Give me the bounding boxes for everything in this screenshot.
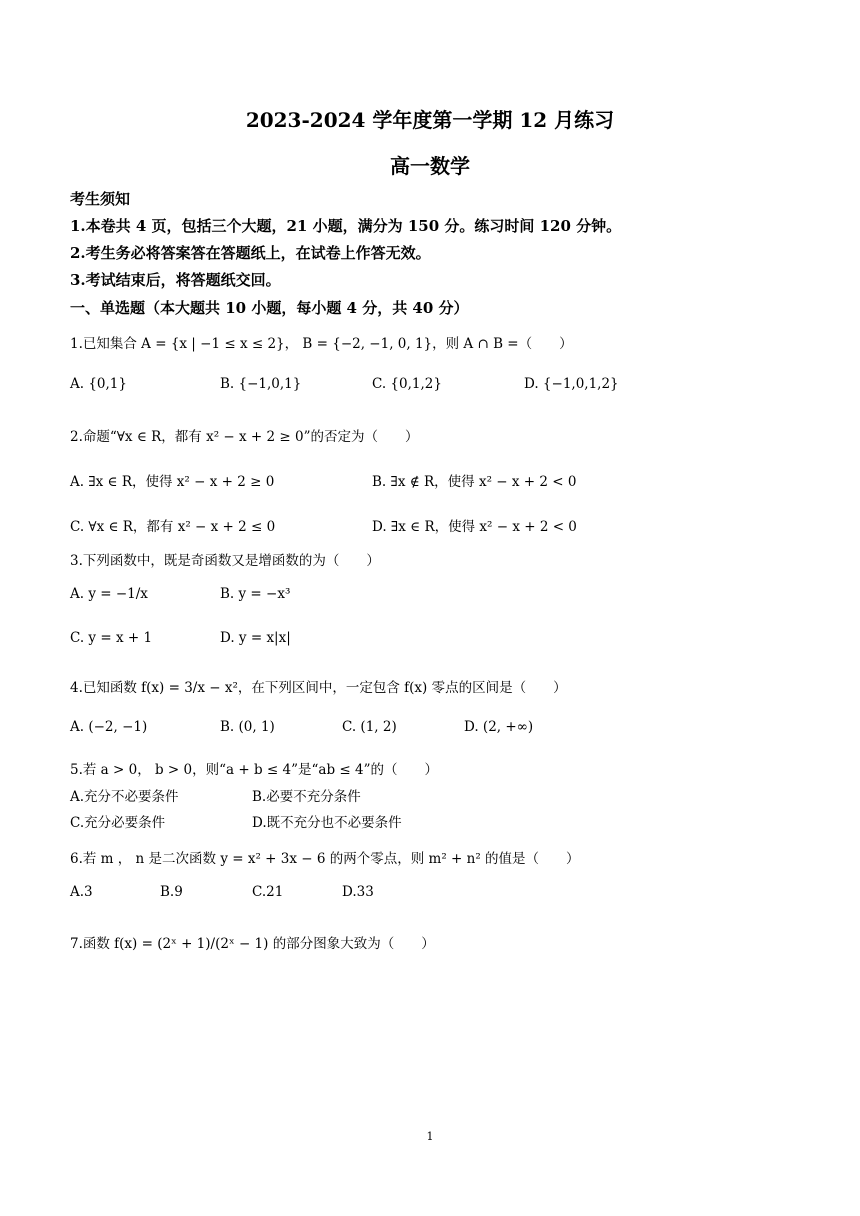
question-1-stem: 1.已知集合 A = {x | −1 ≤ x ≤ 2}， B = {−2, −1, 0, 1}，则 A ∩ B =（ ） bbox=[70, 336, 573, 352]
question-2-option-b: B. ∃x ∉ R，使得 x² − x + 2 < 0 bbox=[372, 474, 577, 490]
question-6-stem: 6.若 m ， n 是二次函数 y = x² + 3x − 6 的两个零点，则 m² + n² 的值是（ ） bbox=[70, 851, 580, 867]
notice-item-1: 1.本卷共 4 页，包括三个大题，21 小题，满分为 150 分。练习时间 120 分钟。 bbox=[70, 217, 622, 235]
question-1-option-a: A. {0,1} bbox=[70, 376, 127, 392]
notice-item-3: 3.考试结束后，将答题纸交回。 bbox=[70, 271, 281, 289]
notice-item-2: 2.考生务必将答案答在答题纸上，在试卷上作答无效。 bbox=[70, 244, 431, 262]
question-4-option-d: D. (2, +∞) bbox=[464, 719, 534, 735]
question-6-option-c: C.21 bbox=[252, 884, 284, 900]
question-3-option-b: B. y = −x³ bbox=[220, 586, 291, 602]
question-6-option-a: A.3 bbox=[70, 884, 93, 900]
question-2-option-c: C. ∀x ∈ R，都有 x² − x + 2 ≤ 0 bbox=[70, 519, 276, 535]
notice-heading: 考生须知 bbox=[70, 190, 131, 208]
exam-title: 2023-2024 学年度第一学期 12 月练习 bbox=[245, 108, 615, 132]
question-5-option-b: B.必要不充分条件 bbox=[252, 789, 361, 805]
question-1-option-c: C. {0,1,2} bbox=[372, 376, 442, 392]
question-3-option-a: A. y = −1/x bbox=[70, 586, 148, 602]
question-3-stem: 3.下列函数中，既是奇函数又是增函数的为（ ） bbox=[70, 553, 380, 569]
question-3-option-d: D. y = x|x| bbox=[220, 630, 291, 646]
question-6-option-b: B.9 bbox=[160, 884, 183, 900]
question-4-option-a: A. (−2, −1) bbox=[70, 719, 148, 735]
section-heading: 一、单选题（本大题共 10 小题，每小题 4 分，共 40 分） bbox=[70, 299, 469, 317]
question-2-option-d: D. ∃x ∈ R，使得 x² − x + 2 < 0 bbox=[372, 519, 577, 535]
question-5-option-c: C.充分必要条件 bbox=[70, 815, 166, 831]
question-3-option-c: C. y = x + 1 bbox=[70, 630, 153, 646]
question-6-option-d: D.33 bbox=[342, 884, 374, 900]
question-5-stem: 5.若 a > 0， b > 0，则“a + b ≤ 4”是“ab ≤ 4”的（ ） bbox=[70, 762, 438, 778]
question-4-option-b: B. (0, 1) bbox=[220, 719, 275, 735]
question-4-option-c: C. (1, 2) bbox=[342, 719, 397, 735]
question-7-stem: 7.函数 f(x) = (2ˣ + 1)/(2ˣ − 1) 的部分图象大致为（ ） bbox=[70, 936, 435, 952]
question-5-option-d: D.既不充分也不必要条件 bbox=[252, 815, 402, 831]
exam-subtitle: 高一数学 bbox=[390, 154, 470, 178]
question-2-option-a: A. ∃x ∈ R，使得 x² − x + 2 ≥ 0 bbox=[70, 474, 275, 490]
question-1-option-d: D. {−1,0,1,2} bbox=[524, 376, 619, 392]
question-4-stem: 4.已知函数 f(x) = 3/x − x²，在下列区间中，一定包含 f(x) 零点的区间是（ ） bbox=[70, 680, 567, 696]
question-2-stem: 2.命题“∀x ∈ R，都有 x² − x + 2 ≥ 0”的否定为（ ） bbox=[70, 429, 419, 445]
page-number: 1 bbox=[426, 1130, 434, 1143]
question-1-option-b: B. {−1,0,1} bbox=[220, 376, 302, 392]
question-5-option-a: A.充分不必要条件 bbox=[70, 789, 179, 805]
